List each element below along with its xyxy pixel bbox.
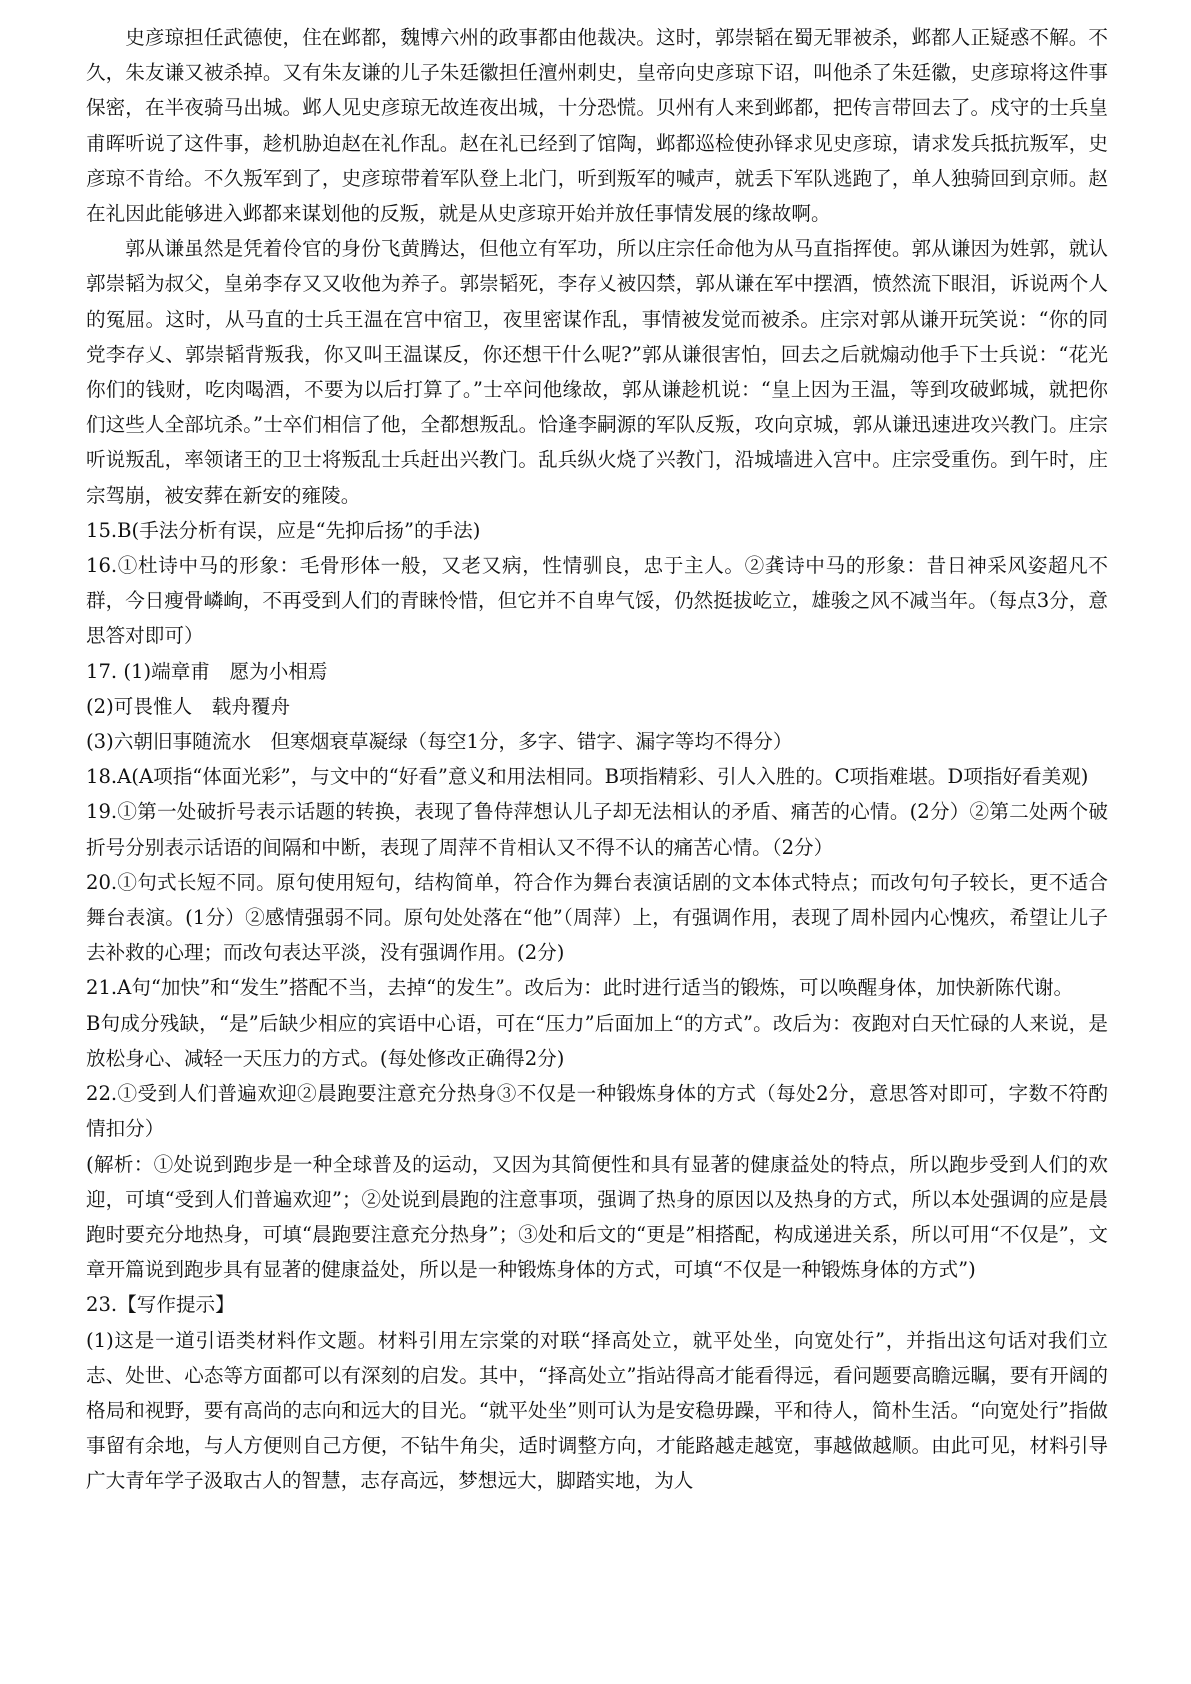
answer-23-heading: 23.【写作提示】 <box>86 1293 235 1317</box>
translation-paragraph: 郭从谦虽然是凭着伶官的身份飞黄腾达，但他立有军功，所以庄宗任命他为从马直指挥使。郭从谦因为姓郭，就认郭崇韬为叔父，皇弟李存又又收他为养子。郭崇韬死，李存乂被囚禁，郭从谦在军中摆酒，愤然流下眼泪，诉说两个人的冤屈。这时，从马直的士兵王温在宫中宿卫，夜里密谋作乱，事情被发觉而被杀。庄宗对郭从谦开玩笑说：“你的同党李存乂、郭崇韬背叛我，你又叫王温谋反，你还想干什么呢?”郭从谦很害怕，回去之后就煽动他手下士兵说：“花光你们的钱财，吃肉喝酒，不要为以后打算了。”士卒问他缘故，郭从谦趁机说：“皇上因为王温，等到攻破邺城，就把你们这些人全部坑杀。”士卒们相信了他，全都想叛乱。恰逢李嗣源的军队反叛，攻向京城，郭从谦迅速进攻兴教门。庄宗听说叛乱，率领诸王的卫士将叛乱士兵赶出兴教门。乱兵纵火烧了兴教门，沿城墙进入宫中。庄宗受重伤。到午时，庄宗驾崩，被安葬在新安的雍陵。 <box>86 237 1108 507</box>
answer-18: 18.A(A项指“体面光彩”，与文中的“好看”意义和用法相同。B项指精彩、引人入胜的。C项指难堪。D项指好看美观) <box>86 765 1089 789</box>
answer-19: 19.①第一处破折号表示话题的转换，表现了鲁侍萍想认儿子却无法相认的矛盾、痛苦的心情。(2分）②第二处两个破折号分别表示话语的间隔和中断，表现了周萍不肯相认又不得不认的痛苦心情。（2分） <box>86 800 1108 859</box>
answer-21-a: 21.A句“加快”和“发生”搭配不当，去掉“的发生”。改后为：此时进行适当的锻炼，可以唤醒身体，加快新陈代谢。 <box>86 976 1074 1000</box>
answer-20: 20.①句式长短不同。原句使用短句，结构简单，符合作为舞台表演话剧的文本体式特点；而改句句子较长，更不适合舞台表演。(1分）②感情强弱不同。原句处处落在“他”（周萍）上，有强调作用，表现了周朴园内心愧疚，希望让儿子去补救的心理；而改句表达平淡，没有强调作用。(2分) <box>86 870 1108 965</box>
answer-17-2: (2)可畏惟人 载舟覆舟 <box>86 694 291 718</box>
document-page <box>86 20 1108 1499</box>
translation-paragraph: 史彦琼担任武德使，住在邺都，魏博六州的政事都由他裁决。这时，郭崇韬在蜀无罪被杀，邺都人正疑惑不解。不久，朱友谦又被杀掉。又有朱友谦的儿子朱廷徽担任澶州刺史，皇帝向史彦琼下诏，叫他杀了朱廷徽，史彦琼将这件事保密，在半夜骑马出城。邺人见史彦琼无故连夜出城，十分恐慌。贝州有人来到邺都，把传言带回去了。戍守的士兵皇甫晖听说了这件事，趁机胁迫赵在礼作乱。赵在礼已经到了馆陶，邺都巡检使孙铎求见史彦琼，请求发兵抵抗叛军，史彦琼不肯给。不久叛军到了，史彦琼带着军队登上北门，听到叛军的喊声，就丢下军队逃跑了，单人独骑回到京师。赵在礼因此能够进入邺都来谋划他的反叛，就是从史彦琼开始并放任事情发展的缘故啊。 <box>86 26 1108 226</box>
answer-22: 22.①受到人们普遍欢迎②晨跑要注意充分热身③不仅是一种锻炼身体的方式（每处2分，意思答对即可，字数不符酌情扣分） <box>86 1082 1108 1141</box>
answer-15: 15.B(手法分析有误，应是“先抑后扬”的手法) <box>86 518 481 542</box>
answer-17-1: 17. (1)端章甫 愿为小相焉 <box>86 659 328 683</box>
answer-22-analysis: (解析：①处说到跑步是一种全球普及的运动，又因为其简便性和具有显著的健康益处的特点，所以跑步受到人们的欢迎，可填“受到人们普遍欢迎”；②处说到晨跑的注意事项，强调了热身的原因以及热身的方式，所以本处强调的应是晨跑时要充分地热身，可填“晨跑要注意充分热身”；③处和后文的“更是”相搭配，构成递进关系，所以可用“不仅是”，文章开篇说到跑步具有显著的健康益处，所以是一种锻炼身体的方式，可填“不仅是一种锻炼身体的方式”) <box>86 1152 1108 1282</box>
answer-17-3: (3)六朝旧事随流水 但寒烟衰草凝绿（每空1分，多字、错字、漏字等均不得分） <box>86 730 793 754</box>
answer-16: 16.①杜诗中马的形象：毛骨形体一般，又老又病，性情驯良，忠于主人。②龚诗中马的形象：昔日神采风姿超凡不群，今日瘦骨嶙峋，不再受到人们的青睐怜惜，但它并不自卑气馁，仍然挺拔屹立，雄骏之风不减当年。（每点3分，意思答对即可） <box>86 554 1108 648</box>
answer-21-b: B句成分残缺，“是”后缺少相应的宾语中心语，可在“压力”后面加上“的方式”。改后为：夜跑对白天忙碌的人来说，是放松身心、减轻一天压力的方式。(每处修改正确得2分) <box>86 1011 1108 1070</box>
answer-23-tip-1: (1)这是一道引语类材料作文题。材料引用左宗棠的对联“择高处立，就平处坐，向宽处行”，并指出这句话对我们立志、处世、心态等方面都可以有深刻的启发。其中，“择高处立”指站得高才能看得远，看问题要高瞻远瞩，要有开阔的格局和视野，要有高尚的志向和远大的目光。“就平处坐”则可认为是安稳毋躁，平和待人，简朴生活。“向宽处行”指做事留有余地，与人方便则自己方便，不钻牛角尖，适时调整方向，才能路越走越宽，事越做越顺。由此可见，材料引导广大青年学子汲取古人的智慧，志存高远，梦想远大，脚踏实地，为人 <box>86 1328 1108 1493</box>
